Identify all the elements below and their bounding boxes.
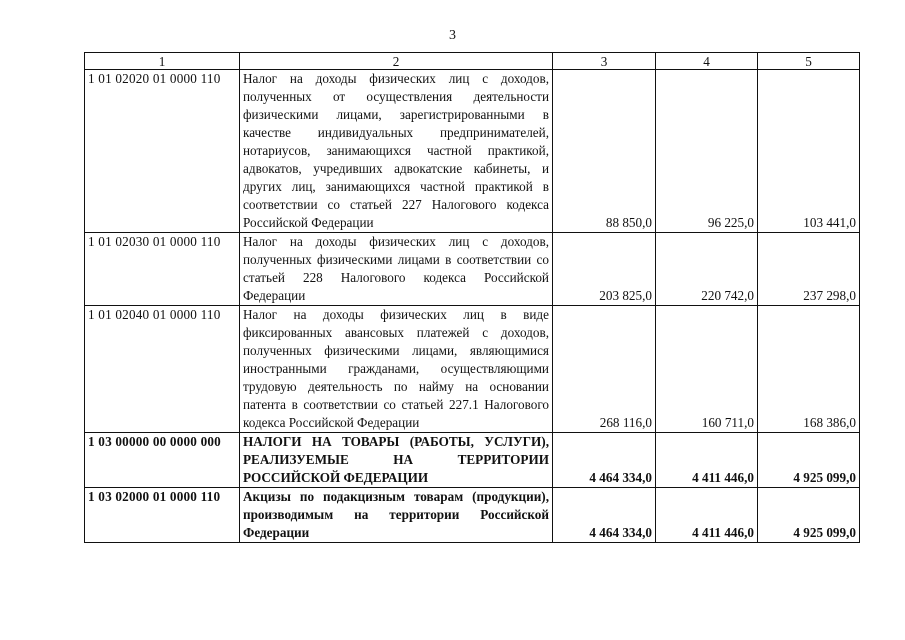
budget-code-cell: 1 01 02030 01 0000 110 [85,233,240,306]
budget-revenue-table [84,52,860,543]
amount-cell: 4 411 446,0 [656,488,758,543]
amount-cell: 96 225,0 [656,70,758,233]
column-header: 1 [85,53,240,70]
revenue-name-cell: Акцизы по подакцизным товарам (продукции), производимым на территории Российской Федерации [240,488,553,543]
table-row-section [85,488,860,543]
revenue-name-cell: НАЛОГИ НА ТОВАРЫ (РАБОТЫ, УСЛУГИ), РЕАЛИЗУЕМЫЕ НА ТЕРРИТОРИИ РОССИЙСКОЙ ФЕДЕРАЦИИ [240,433,553,488]
column-number-row [85,53,860,70]
budget-code-cell: 1 01 02040 01 0000 110 [85,306,240,433]
column-header: 3 [553,53,656,70]
amount-cell: 4 925 099,0 [758,433,860,488]
amount-cell: 237 298,0 [758,233,860,306]
column-header: 4 [656,53,758,70]
budget-code-cell: 1 03 02000 01 0000 110 [85,488,240,543]
amount-cell: 88 850,0 [553,70,656,233]
revenue-name-cell: Налог на доходы физических лиц с доходов, полученных физическими лицами в соответствии со статьей 228 Налогового кодекса Российской Федерации [240,233,553,306]
amount-cell: 160 711,0 [656,306,758,433]
budget-code-cell: 1 03 00000 00 0000 000 [85,433,240,488]
budget-code-cell: 1 01 02020 01 0000 110 [85,70,240,233]
page-number: 3 [449,28,456,43]
column-header: 2 [240,53,553,70]
amount-cell: 103 441,0 [758,70,860,233]
table-row-section [85,433,860,488]
amount-cell: 4 464 334,0 [553,433,656,488]
amount-cell: 4 925 099,0 [758,488,860,543]
amount-cell: 203 825,0 [553,233,656,306]
column-header: 5 [758,53,860,70]
table-row [85,233,860,306]
revenue-name-cell: Налог на доходы физических лиц в виде фиксированных авансовых платежей с доходов, полученных физическими лицами, являющимися иностранными гражданами, осуществляющими трудовую деятельность по найму на основании патента в соответствии со статьей 227.1 Налогового кодекса Российской Федерации [240,306,553,433]
amount-cell: 220 742,0 [656,233,758,306]
revenue-name-cell: Налог на доходы физических лиц с доходов, полученных от осуществления деятельности физическими лицами, зарегистрированными в качестве индивидуальных предпринимателей, нотариусов, занимающихся частной практикой, адвокатов, учредивших адвокатские кабинеты, и других лиц, занимающихся частной практикой в соответствии со статьей 227 Налогового кодекса Российской Федерации [240,70,553,233]
table-row [85,70,860,233]
amount-cell: 168 386,0 [758,306,860,433]
amount-cell: 4 464 334,0 [553,488,656,543]
amount-cell: 4 411 446,0 [656,433,758,488]
amount-cell: 268 116,0 [553,306,656,433]
table-row [85,306,860,433]
